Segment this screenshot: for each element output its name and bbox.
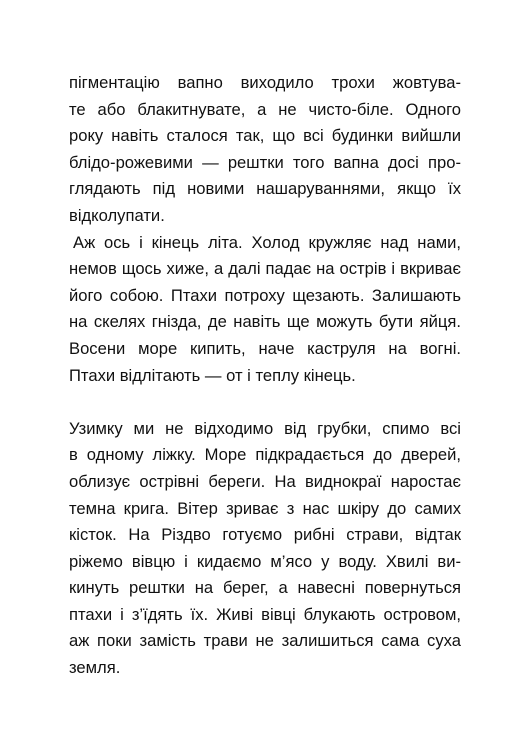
text-line: на скелях гнізда, де навіть ще можуть бути яйця. <box>69 312 461 332</box>
text-line: Восени море кипить, наче каструля на вогні. <box>69 338 461 358</box>
text-line: кинуть рештки на берег, а навесні повернуться <box>69 578 461 598</box>
text-line: аж поки замість трави не залишиться сама суха <box>69 631 461 651</box>
text-line: його собою. Птахи потроху щезають. Залишають <box>69 285 461 305</box>
text-line: Аж ось і кінець літа. Холод кружляє над нами, <box>73 232 461 252</box>
text-line: в одному ліжку. Море підкрадається до дверей, <box>69 445 461 465</box>
text-line: облизує острівні береги. На виднокраї наростає <box>69 471 461 491</box>
text-line: глядають під новими нашаруваннями, якщо їх <box>69 179 461 199</box>
text-line: те або блакитнувате, а не чисто-біле. Одного <box>69 99 461 119</box>
text-line: блідо-рожевими — рештки того вапна досі про- <box>69 152 461 172</box>
text-line: земля. <box>69 658 121 678</box>
text-line: року навіть сталося так, що всі будинки вийшли <box>69 126 461 146</box>
text-line: Птахи відлітають — от і теплу кінець. <box>69 365 356 385</box>
body-text <box>69 70 461 682</box>
text-line: птахи і з’їдять їх. Живі вівці блукають островом, <box>69 604 461 624</box>
section-break <box>69 389 461 416</box>
text-line: ріжемо вівцю і кидаємо м’ясо у воду. Хвилі ви- <box>69 551 461 571</box>
text-line: кісток. На Різдво готуємо рибні страви, відтак <box>69 525 461 545</box>
text-line: темна крига. Вітер зриває з нас шкіру до самих <box>69 498 461 518</box>
paragraph <box>69 70 461 230</box>
text-line: пігментацію вапно виходило трохи жовтува- <box>69 73 461 92</box>
text-line: немов щось хиже, а далі падає на острів і вкриває <box>69 259 461 279</box>
text-line: відколупати. <box>69 205 165 225</box>
paragraph <box>69 416 461 682</box>
paragraph <box>69 230 461 390</box>
text-line: Узимку ми не відходимо від грубки, спимо всі <box>69 418 461 438</box>
